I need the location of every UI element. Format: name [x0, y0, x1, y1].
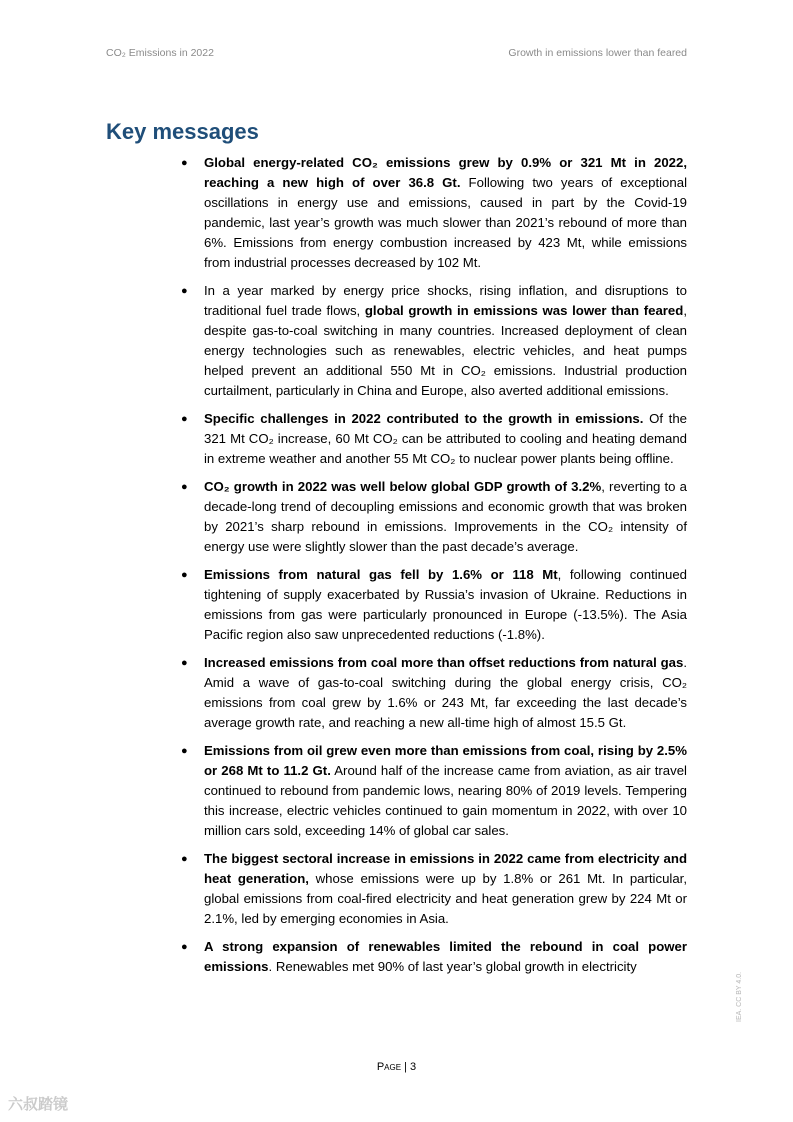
bullet-text: Of the 321 Mt CO₂ increase, 60 Mt CO₂ can be attributed to cooling and heating demand in extreme weather and another 55 Mt CO₂ to nuclear power plants being offline. [204, 411, 687, 466]
bullet-dot-icon: ● [181, 941, 188, 953]
key-messages-list [181, 153, 687, 985]
running-header-left: CO₂ Emissions in 2022 [106, 47, 214, 59]
list-item [181, 849, 687, 929]
bullet-dot-icon: ● [181, 657, 188, 669]
bullet-lead: The biggest sectoral increase in emissions in 2022 came from electricity and heat generation, [204, 851, 687, 886]
running-header-right: Growth in emissions lower than feared [508, 47, 687, 59]
list-item [181, 653, 687, 733]
bullet-text: whose emissions were up by 1.8% or 261 Mt. In particular, global emissions from coal-fired electricity and heat generation grew by 224 Mt or 2.1%, led by emerging economies in Asia. [204, 871, 687, 926]
list-item [181, 153, 687, 273]
watermark: 六叔踏镜 [8, 1096, 69, 1113]
list-item [181, 565, 687, 645]
bullet-text: . Amid a wave of gas-to-coal switching during the global energy crisis, CO₂ emissions from coal grew by 1.6% or 243 Mt, far exceeding the last decade’s average growth rate, and reaching a new all-time high of almost 15.5 Gt. [204, 655, 687, 730]
bullet-text: , despite gas-to-coal switching in many countries. Increased deployment of clean energy technologies such as renewables, electric vehicles, and heat pumps helped prevent an additional 550 Mt in CO₂ emissions. Industrial production curtailment, particularly in China and Europe, also averted additional emissions. [204, 303, 687, 398]
bullet-lead: Emissions from natural gas fell by 1.6% or 118 Mt [204, 567, 558, 582]
bullet-dot-icon: ● [181, 745, 188, 757]
list-item [181, 409, 687, 469]
bullet-lead: Emissions from oil grew even more than emissions from coal, rising by 2.5% or 268 Mt to 11.2 Gt. [204, 743, 687, 778]
bullet-text: , reverting to a decade-long trend of decoupling emissions and economic growth that was broken by 2021’s sharp rebound in emissions. Improvements in the CO₂ intensity of energy use were slightly slower than the past decade’s average. [204, 479, 688, 554]
bullet-text: Around half of the increase came from aviation, as air travel continued to rebound from pandemic lows, nearing 80% of 2019 levels. Tempering this increase, electric vehicles continued to gain momentum in 2022, with over 10 million cars sold, exceeding 14% of global car sales. [204, 763, 687, 838]
section-title: Key messages [106, 119, 259, 144]
bullet-dot-icon: ● [181, 853, 188, 865]
bullet-text: , following continued tightening of supply exacerbated by Russia’s invasion of Ukraine. Reductions in emissions from gas were particularly pronounced in Europe (-13.5%). The Asia Pacific region also saw unprecedented reductions (-1.8%). [204, 567, 687, 642]
bullet-pre: In a year marked by energy price shocks, rising inflation, and disruptions to traditional fuel trade flows, [204, 283, 687, 318]
page-number-value: 3 [410, 1061, 417, 1073]
page-number [0, 1061, 793, 1073]
bullet-lead: CO₂ growth in 2022 was well below global GDP growth of 3.2% [204, 479, 602, 494]
bullet-lead: Increased emissions from coal more than offset reductions from natural gas [204, 655, 684, 670]
bullet-text: Following two years of exceptional oscillations in energy use and emissions, caused in part by the Covid-19 pandemic, last year’s growth was much slower than 2021’s rebound of more than 6%. Emissions from energy combustion increased by 423 Mt, while emissions from industrial processes decreased by 102 Mt. [204, 175, 687, 270]
list-item [181, 477, 687, 557]
license-note: IEA. CC BY 4.0. [736, 971, 743, 1022]
page-label: Page [376, 1061, 402, 1073]
bullet-dot-icon: ● [181, 481, 188, 493]
bullet-lead: A strong expansion of renewables limited the rebound in coal power emissions [204, 939, 687, 974]
bullet-dot-icon: ● [181, 157, 188, 169]
bullet-dot-icon: ● [181, 413, 188, 425]
page-separator: | [404, 1061, 407, 1073]
list-item [181, 937, 687, 977]
bullet-lead: Global energy-related CO₂ emissions grew by 0.9% or 321 Mt in 2022, reaching a new high of over 36.8 Gt. [204, 155, 687, 190]
bullet-lead: global growth in emissions was lower than feared [364, 303, 684, 318]
bullet-dot-icon: ● [181, 569, 188, 581]
bullet-lead: Specific challenges in 2022 contributed to the growth in emissions. [204, 411, 644, 426]
bullet-text: . Renewables met 90% of last year’s global growth in electricity [268, 959, 637, 974]
list-item [181, 281, 687, 401]
list-item [181, 741, 687, 841]
bullet-dot-icon: ● [181, 285, 188, 297]
